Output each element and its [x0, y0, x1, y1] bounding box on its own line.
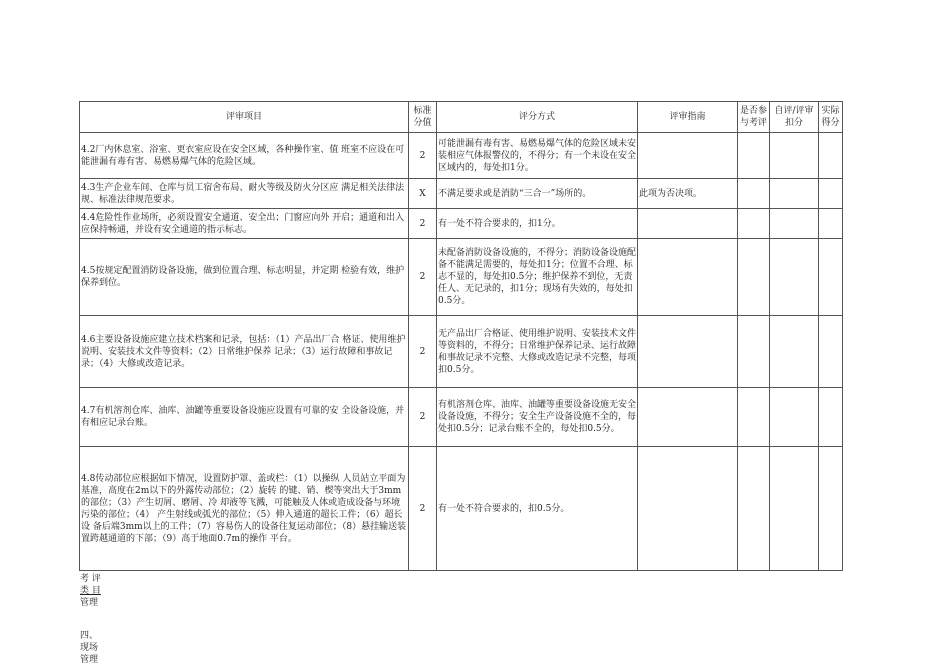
- row-actual: [819, 388, 843, 447]
- row-method: 可能泄漏有毒有害、易燃易爆气体的危险区域未安装相应气体报警仪的，不得分；有一个未设在安全区域内的，每处扣1分。: [437, 133, 638, 179]
- header-guide: 评审指南: [638, 102, 738, 133]
- table-row: [80, 239, 843, 316]
- row-self-eval: [770, 316, 819, 388]
- row-score: 2: [409, 447, 437, 571]
- table-row: [80, 179, 843, 209]
- header-self-eval: 自评/评审扣分: [770, 102, 819, 133]
- row-participate: [738, 239, 770, 316]
- category-line: 管理: [80, 598, 99, 608]
- table-row: [80, 133, 843, 179]
- header-item: 评审项目: [80, 102, 409, 133]
- row-participate: [738, 447, 770, 571]
- row-participate: [738, 316, 770, 388]
- row-participate: [738, 133, 770, 179]
- row-method: 有机溶剂仓库、油库、油罐等重要设备设施无安全设备设施，不得分；安全生产设备设施不全的，每处扣0.5分；记录台账不全的，每处扣0.5分。: [437, 388, 638, 447]
- category-line: 类 目: [80, 586, 101, 596]
- row-self-eval: [770, 447, 819, 571]
- row-item: 4.2厂内休息室、浴室、更衣室应设在安全区域，各种操作室、值 班室不应设在可能泄漏有毒有害、易燃易爆气体的危险区域。: [80, 133, 409, 179]
- row-item: 4.3生产企业车间、仓库与员工宿舍布局、耐火等级及防火分区应 满足相关法律法规、标准法律规范要求。: [80, 179, 409, 209]
- row-item: 4.7有机溶剂仓库、油库、油罐等重要设备设施应设置有可靠的安 全设备设施，并有相应记录台账。: [80, 388, 409, 447]
- row-actual: [819, 179, 843, 209]
- section-label: [80, 630, 98, 666]
- row-guide: [638, 209, 738, 239]
- header-method: 评分方式: [437, 102, 638, 133]
- section-line: 四、: [80, 631, 99, 641]
- row-score: X: [409, 179, 437, 209]
- row-item: 4.5按规定配置消防设备设施，做到位置合理、标志明显，并定期 检验有效，维护保养到位。: [80, 239, 409, 316]
- row-guide: [638, 316, 738, 388]
- row-self-eval: [770, 388, 819, 447]
- row-score: 2: [409, 133, 437, 179]
- row-score: 2: [409, 388, 437, 447]
- row-participate: [738, 209, 770, 239]
- row-item: 4.8传动部位应根据如下情况，设置防护罩、盖或栏：（1）以操纵 人员站立平面为基准，高度在2m以下的外露传动部位；（2）旋转 的键、销、楔等突出大于3mm的部位；（3）产生切屑、磨屑、冷 却液等飞溅，可能触及人体或造成设备与环境污染的部位；（4） 产生射线或弧光的部位；（5）伸入通道的超长工件；（6）超长设 备后端3mm以上的工件；（7）容易伤人的设备往复运动部位；（8）悬挂输送装置跨越通道的下部；（9）高于地面0.7m的操作 平台。: [80, 447, 409, 571]
- table-row: [80, 447, 843, 571]
- header-actual: 实际得分: [819, 102, 843, 133]
- row-actual: [819, 209, 843, 239]
- category-line: 考 评: [80, 574, 101, 584]
- row-score: 2: [409, 239, 437, 316]
- header-row: [80, 102, 843, 133]
- row-guide: [638, 388, 738, 447]
- row-participate: [738, 179, 770, 209]
- row-score: 2: [409, 209, 437, 239]
- row-item: 4.4危险性作业场所，必须设置安全通道、安全出；门窗应向外 开启；通道和出入应保持畅通，并设有安全通道的指示标志。: [80, 209, 409, 239]
- row-method: 有一处不符合要求的，扣1分。: [437, 209, 638, 239]
- row-self-eval: [770, 209, 819, 239]
- row-guide: [638, 133, 738, 179]
- row-guide: [638, 239, 738, 316]
- header-participate: 是否参与考评: [738, 102, 770, 133]
- table-row: [80, 209, 843, 239]
- row-guide: 此项为否决项。: [638, 179, 738, 209]
- header-score: 标准分值: [409, 102, 437, 133]
- row-actual: [819, 133, 843, 179]
- row-method: 未配备消防设备设施的，不得分；消防设备设施配备不能满足需要的，每处扣1分；位置不合理、标志不显的，每处扣0.5分；维护保养不到位，无责任人、无记录的，扣1分；现场有失效的，每处扣0.5分。: [437, 239, 638, 316]
- row-self-eval: [770, 179, 819, 209]
- row-guide: [638, 447, 738, 571]
- evaluation-table: [79, 101, 843, 571]
- section-line: 管理: [80, 655, 99, 665]
- row-self-eval: [770, 239, 819, 316]
- row-method: 不满足要求或是消防“三合一”场所的。: [437, 179, 638, 209]
- row-method: 无产品出厂合格证、使用维护说明、安装技术文件等资料的，不得分；日常维护保养记录、运行故障和事故记录不完整、大修或改造记录不完整，每项扣0.5分。: [437, 316, 638, 388]
- row-item: 4.6主要设备设施应建立技术档案和记录，包括：（1）产品出厂合 格证、使用维护说明、安装技术文件等资料；（2）日常维护保养 记录；（3）运行故障和事故记录；（4）大修或改造记录。: [80, 316, 409, 388]
- row-actual: [819, 239, 843, 316]
- category-label: [80, 573, 101, 609]
- row-actual: [819, 316, 843, 388]
- row-method: 有一处不符合要求的，扣0.5分。: [437, 447, 638, 571]
- table-row: [80, 316, 843, 388]
- row-self-eval: [770, 133, 819, 179]
- row-actual: [819, 447, 843, 571]
- section-line: 现场: [80, 643, 99, 653]
- row-score: 2: [409, 316, 437, 388]
- row-participate: [738, 388, 770, 447]
- table-row: [80, 388, 843, 447]
